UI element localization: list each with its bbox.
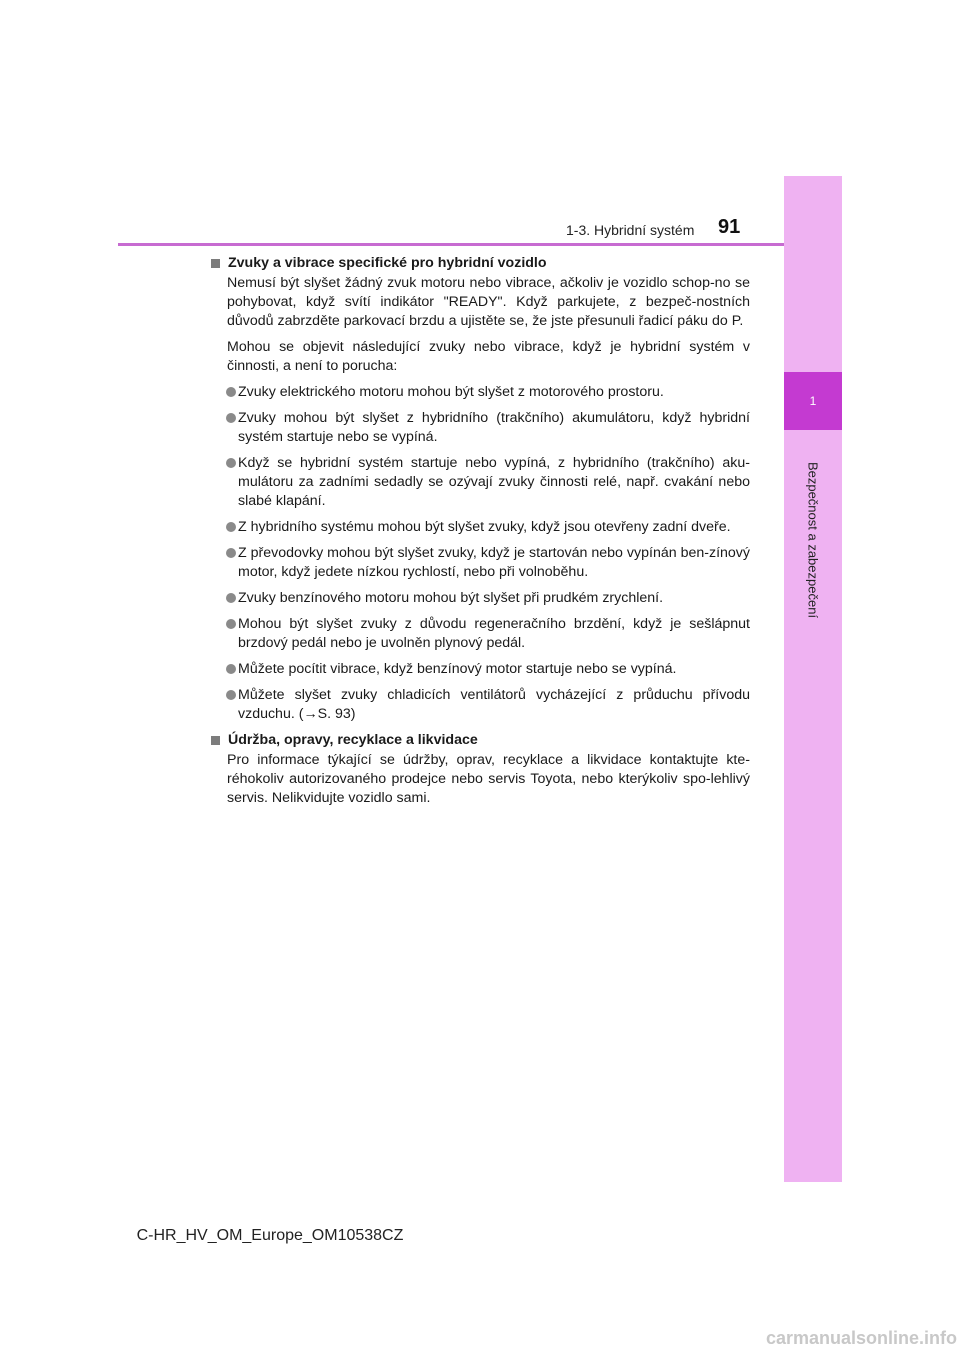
paragraph: Pro informace týkající se údržby, oprav, recyklace a likvidace kontaktujte kte-réhokoliv autorizovaného prodejce nebo servis Toyota, nebo kterýkoliv spo-lehlivý servis. Nelikvidujte vozidlo sami. — [227, 752, 750, 806]
bullet-dot-icon — [226, 690, 236, 700]
paragraph: Nemusí být slyšet žádný zvuk motoru nebo vibrace, ačkoliv je vozidlo schop-no se pohybovat, když svítí indikátor "READY". Když parkujete, z bezpeč-nostních důvodů zabrzděte parkovací brzdu a ujistěte se, že jste přesunuli řadicí páku do P. — [227, 275, 750, 329]
chapter-number: 1 — [809, 394, 817, 408]
bullet-dot-icon — [226, 387, 236, 397]
bullet-dot-icon — [226, 522, 236, 532]
section-hybrid-sounds — [210, 254, 750, 724]
list-item: Můžete pocítit vibrace, když benzínový motor startuje nebo se vypíná. — [210, 660, 750, 679]
list-item: Zvuky elektrického motoru mohou být slyšet z motorového prostoru. — [210, 383, 750, 402]
list-item: Můžete slyšet zvuky chladicích ventilátorů vycházející z průduchu přívodu vzduchu. (→S. 93) — [210, 686, 750, 724]
list-item: Z převodovky mohou být slyšet zvuky, když je startován nebo vypínán ben-zínový motor, když jedete nízkou rychlostí, nebo při volnoběhu. — [210, 544, 750, 582]
list-item: Z hybridního systému mohou být slyšet zvuky, když jsou otevřeny zadní dveře. — [210, 518, 750, 537]
page-content — [210, 254, 750, 808]
bullet-dot-icon — [226, 458, 236, 468]
section-title: 1-3. Hybridní systém — [566, 222, 695, 238]
chapter-title: Bezpečnost a zabezpečení — [805, 461, 821, 619]
bullet-dot-icon — [226, 593, 236, 603]
header-rule — [118, 243, 784, 246]
chapter-side-tab — [784, 176, 842, 1182]
bullet-dot-icon — [226, 413, 236, 423]
document-code: C-HR_HV_OM_Europe_OM10538CZ — [136, 1227, 404, 1244]
chapter-number-tab[interactable] — [784, 372, 842, 430]
watermark: carmanualsonline.info — [766, 1328, 958, 1348]
page-number: 91 — [718, 216, 741, 238]
section-heading: Údržba, opravy, recyklace a likvidace — [210, 731, 750, 750]
section-heading: Zvuky a vibrace specifické pro hybridní vozidlo — [210, 254, 750, 273]
bullet-dot-icon — [226, 548, 236, 558]
paragraph: Mohou se objevit následující zvuky nebo vibrace, když je hybridní systém v činnosti, a není to porucha: — [227, 339, 750, 374]
list-item: Zvuky benzínového motoru mohou být slyšet při prudkém zrychlení. — [210, 589, 750, 608]
bullet-dot-icon — [226, 664, 236, 674]
bullet-dot-icon — [226, 619, 236, 629]
list-item: Zvuky mohou být slyšet z hybridního (trakčního) akumulátoru, když hybridní systém startuje nebo se vypíná. — [210, 409, 750, 447]
bullet-list — [210, 383, 750, 724]
section-maintenance — [210, 731, 750, 808]
square-bullet-icon — [211, 736, 220, 745]
square-bullet-icon — [211, 259, 220, 268]
list-item: Když se hybridní systém startuje nebo vypíná, z hybridního (trakčního) aku-mulátoru za zadními sedadly se ozývají zvuky činnosti relé, např. cvakání nebo slabé klapání. — [210, 454, 750, 511]
list-item: Mohou být slyšet zvuky z důvodu regeneračního brzdění, když je sešlápnut brzdový pedál nebo je uvolněn plynový pedál. — [210, 615, 750, 653]
